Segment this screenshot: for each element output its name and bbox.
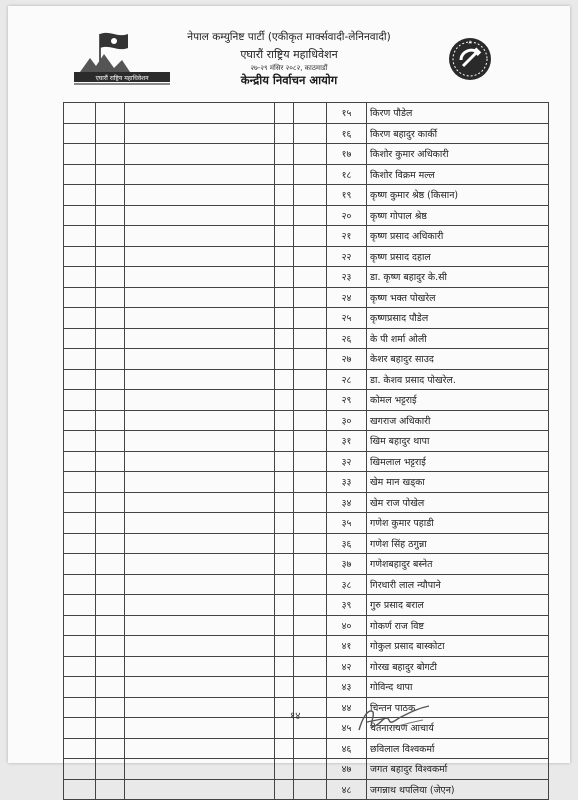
empty-cell xyxy=(275,554,294,575)
serial-number: २४ xyxy=(327,287,367,308)
empty-cell xyxy=(125,615,275,636)
empty-cell xyxy=(96,164,125,185)
serial-number: १९ xyxy=(327,185,367,206)
empty-cell xyxy=(294,513,327,534)
candidate-name: डा. कृष्ण बहादुर के.सी xyxy=(367,267,549,288)
empty-cell xyxy=(64,574,96,595)
empty-cell xyxy=(64,718,96,739)
empty-cell xyxy=(96,287,125,308)
empty-cell xyxy=(96,246,125,267)
empty-cell xyxy=(96,308,125,329)
empty-cell xyxy=(125,533,275,554)
empty-cell xyxy=(275,472,294,493)
empty-cell xyxy=(294,615,327,636)
empty-cell xyxy=(64,185,96,206)
empty-cell xyxy=(294,185,327,206)
serial-number: ४७ xyxy=(327,759,367,780)
empty-cell xyxy=(64,656,96,677)
empty-cell xyxy=(64,554,96,575)
empty-cell xyxy=(294,410,327,431)
empty-cell xyxy=(64,513,96,534)
empty-cell xyxy=(125,185,275,206)
empty-cell xyxy=(96,513,125,534)
empty-cell xyxy=(275,246,294,267)
empty-cell xyxy=(64,697,96,718)
candidate-name: चिन्तन पाठक xyxy=(367,697,549,718)
serial-number: २५ xyxy=(327,308,367,329)
empty-cell xyxy=(64,451,96,472)
empty-cell xyxy=(96,328,125,349)
table-row xyxy=(64,779,549,800)
empty-cell xyxy=(125,697,275,718)
empty-cell xyxy=(64,349,96,370)
empty-cell xyxy=(275,738,294,759)
empty-cell xyxy=(96,718,125,739)
table-row xyxy=(64,513,549,534)
empty-cell xyxy=(275,533,294,554)
empty-cell xyxy=(275,595,294,616)
empty-cell xyxy=(294,636,327,657)
candidate-name: खेम मान खड्का xyxy=(367,472,549,493)
empty-cell xyxy=(96,431,125,452)
empty-cell xyxy=(96,697,125,718)
empty-cell xyxy=(125,759,275,780)
serial-number: २७ xyxy=(327,349,367,370)
table-row xyxy=(64,205,549,226)
empty-cell xyxy=(275,410,294,431)
table-row xyxy=(64,267,549,288)
empty-cell xyxy=(275,513,294,534)
table-row xyxy=(64,410,549,431)
empty-cell xyxy=(96,369,125,390)
serial-number: ४३ xyxy=(327,677,367,698)
table-row xyxy=(64,328,549,349)
empty-cell xyxy=(96,205,125,226)
empty-cell xyxy=(125,410,275,431)
empty-cell xyxy=(125,513,275,534)
table-row xyxy=(64,164,549,185)
serial-number: २८ xyxy=(327,369,367,390)
table-row xyxy=(64,287,549,308)
empty-cell xyxy=(125,451,275,472)
candidate-name: के पी शर्मा ओली xyxy=(367,328,549,349)
empty-cell xyxy=(275,779,294,800)
empty-cell xyxy=(96,349,125,370)
table-row xyxy=(64,185,549,206)
candidate-name: किशोर कुमार अधिकारी xyxy=(367,144,549,165)
candidate-name: गोविन्द थापा xyxy=(367,677,549,698)
table-row xyxy=(64,246,549,267)
empty-cell xyxy=(294,390,327,411)
empty-cell xyxy=(294,144,327,165)
serial-number: ३५ xyxy=(327,513,367,534)
empty-cell xyxy=(275,103,294,124)
table-row xyxy=(64,759,549,780)
serial-number: ३३ xyxy=(327,472,367,493)
table-row xyxy=(64,554,549,575)
empty-cell xyxy=(294,656,327,677)
empty-cell xyxy=(125,349,275,370)
empty-cell xyxy=(125,574,275,595)
serial-number: ३० xyxy=(327,410,367,431)
empty-cell xyxy=(64,779,96,800)
empty-cell xyxy=(275,390,294,411)
party-emblem-icon xyxy=(447,36,493,82)
candidate-name: खगराज अधिकारी xyxy=(367,410,549,431)
empty-cell xyxy=(275,185,294,206)
empty-cell xyxy=(294,554,327,575)
table-row xyxy=(64,677,549,698)
serial-number: १८ xyxy=(327,164,367,185)
party-name: नेपाल कम्युनिष्ट पार्टी (एकीकृत मार्क्सवादी-लेनिनवादी) xyxy=(187,31,391,43)
empty-cell xyxy=(64,615,96,636)
empty-cell xyxy=(64,595,96,616)
empty-cell xyxy=(64,492,96,513)
table-row xyxy=(64,226,549,247)
candidate-name: डा. केशव प्रसाद पोखरेल. xyxy=(367,369,549,390)
empty-cell xyxy=(125,554,275,575)
empty-cell xyxy=(294,164,327,185)
logo-text: एघारौं राष्ट्रिय महाधिवेशन xyxy=(95,75,149,82)
empty-cell xyxy=(96,144,125,165)
date-place: २७-२९ मंसिर २०८२, काठमाडौं xyxy=(250,64,328,72)
table-row xyxy=(64,369,549,390)
empty-cell xyxy=(64,759,96,780)
serial-number: ३९ xyxy=(327,595,367,616)
candidate-name: किशोर विक्रम मल्ल xyxy=(367,164,549,185)
serial-number: ४० xyxy=(327,615,367,636)
empty-cell xyxy=(275,492,294,513)
candidate-name: गोरख बहादुर बोगटी xyxy=(367,656,549,677)
empty-cell xyxy=(96,636,125,657)
empty-cell xyxy=(96,738,125,759)
serial-number: २० xyxy=(327,205,367,226)
empty-cell xyxy=(125,677,275,698)
empty-cell xyxy=(96,226,125,247)
empty-cell xyxy=(275,369,294,390)
candidate-name: खेम राज पोखेल xyxy=(367,492,549,513)
empty-cell xyxy=(294,738,327,759)
empty-cell xyxy=(64,636,96,657)
empty-cell xyxy=(275,574,294,595)
empty-cell xyxy=(294,123,327,144)
empty-cell xyxy=(96,390,125,411)
serial-number: ३७ xyxy=(327,554,367,575)
empty-cell xyxy=(64,369,96,390)
candidate-table xyxy=(63,102,549,800)
empty-cell xyxy=(96,410,125,431)
serial-number: ४२ xyxy=(327,656,367,677)
serial-number: ३४ xyxy=(327,492,367,513)
empty-cell xyxy=(294,349,327,370)
empty-cell xyxy=(125,246,275,267)
candidate-name: कृष्ण प्रसाद अधिकारी xyxy=(367,226,549,247)
table-row xyxy=(64,472,549,493)
empty-cell xyxy=(125,718,275,739)
empty-cell xyxy=(275,328,294,349)
empty-cell xyxy=(294,287,327,308)
empty-cell xyxy=(275,451,294,472)
empty-cell xyxy=(125,472,275,493)
candidate-name: कृष्णप्रसाद पौडेल xyxy=(367,308,549,329)
serial-number: ३१ xyxy=(327,431,367,452)
candidate-name: छविलाल विश्वकर्मा xyxy=(367,738,549,759)
empty-cell xyxy=(275,267,294,288)
empty-cell xyxy=(64,677,96,698)
empty-cell xyxy=(96,451,125,472)
empty-cell xyxy=(96,554,125,575)
empty-cell xyxy=(64,472,96,493)
empty-cell xyxy=(275,677,294,698)
empty-cell xyxy=(64,226,96,247)
empty-cell xyxy=(96,656,125,677)
serial-number: ४४ xyxy=(327,697,367,718)
table-row xyxy=(64,103,549,124)
empty-cell xyxy=(125,738,275,759)
empty-cell xyxy=(275,123,294,144)
candidate-name: गिरधारी लाल न्यौपाने xyxy=(367,574,549,595)
empty-cell xyxy=(294,267,327,288)
empty-cell xyxy=(275,308,294,329)
serial-number: ४१ xyxy=(327,636,367,657)
empty-cell xyxy=(294,677,327,698)
candidate-name: कृष्ण भक्त पोखरेल xyxy=(367,287,549,308)
empty-cell xyxy=(125,636,275,657)
empty-cell xyxy=(64,205,96,226)
candidate-name: कृष्ण प्रसाद दहाल xyxy=(367,246,549,267)
empty-cell xyxy=(125,103,275,124)
candidate-name: गोकर्ण राज विष्ट xyxy=(367,615,549,636)
document-header xyxy=(8,6,570,101)
empty-cell xyxy=(125,779,275,800)
table-row xyxy=(64,697,549,718)
empty-cell xyxy=(275,226,294,247)
empty-cell xyxy=(125,328,275,349)
empty-cell xyxy=(64,103,96,124)
serial-number: १७ xyxy=(327,144,367,165)
empty-cell xyxy=(294,533,327,554)
serial-number: २२ xyxy=(327,246,367,267)
empty-cell xyxy=(275,656,294,677)
serial-number: २१ xyxy=(327,226,367,247)
commission-title: केन्द्रीय निर्वाचन आयोग xyxy=(240,73,338,87)
table-row xyxy=(64,492,549,513)
empty-cell xyxy=(96,615,125,636)
empty-cell xyxy=(294,431,327,452)
empty-cell xyxy=(96,492,125,513)
empty-cell xyxy=(294,492,327,513)
candidate-name: जगत बहादुर विश्वकर्मा xyxy=(367,759,549,780)
serial-number: ४८ xyxy=(327,779,367,800)
serial-number: २६ xyxy=(327,328,367,349)
convention-title: एघारौं राष्ट्रिय महाधिवेशन xyxy=(240,48,338,61)
candidate-name: गणेशबहादुर बस्नेत xyxy=(367,554,549,575)
table-row xyxy=(64,574,549,595)
candidate-name: गणेश कुमार पहाडी xyxy=(367,513,549,534)
empty-cell xyxy=(64,287,96,308)
empty-cell xyxy=(275,144,294,165)
empty-cell xyxy=(96,759,125,780)
serial-number: ४५ xyxy=(327,718,367,739)
empty-cell xyxy=(96,472,125,493)
table-row xyxy=(64,636,549,657)
serial-number: २९ xyxy=(327,390,367,411)
empty-cell xyxy=(294,451,327,472)
empty-cell xyxy=(96,185,125,206)
serial-number: २३ xyxy=(327,267,367,288)
candidate-name: जगन्नाथ थपलिया (जेएन) xyxy=(367,779,549,800)
empty-cell xyxy=(125,595,275,616)
empty-cell xyxy=(294,779,327,800)
empty-cell xyxy=(96,574,125,595)
document-page xyxy=(8,6,570,796)
empty-cell xyxy=(294,328,327,349)
table-row xyxy=(64,615,549,636)
empty-cell xyxy=(275,759,294,780)
empty-cell xyxy=(275,164,294,185)
empty-cell xyxy=(64,123,96,144)
empty-cell xyxy=(294,574,327,595)
empty-cell xyxy=(275,431,294,452)
empty-cell xyxy=(294,308,327,329)
table-row xyxy=(64,656,549,677)
empty-cell xyxy=(125,164,275,185)
empty-cell xyxy=(64,308,96,329)
empty-cell xyxy=(125,123,275,144)
empty-cell xyxy=(64,246,96,267)
empty-cell xyxy=(125,369,275,390)
page-number: १४ xyxy=(290,711,301,722)
empty-cell xyxy=(96,267,125,288)
empty-cell xyxy=(64,431,96,452)
empty-cell xyxy=(275,636,294,657)
empty-cell xyxy=(96,677,125,698)
empty-cell xyxy=(64,164,96,185)
empty-cell xyxy=(125,431,275,452)
empty-cell xyxy=(294,369,327,390)
table-row xyxy=(64,718,549,739)
empty-cell xyxy=(294,103,327,124)
table-row xyxy=(64,595,549,616)
candidate-name: चेतनारायण आचार्य xyxy=(367,718,549,739)
serial-number: ४६ xyxy=(327,738,367,759)
empty-cell xyxy=(275,287,294,308)
table-row xyxy=(64,533,549,554)
empty-cell xyxy=(64,390,96,411)
empty-cell xyxy=(64,738,96,759)
table-row xyxy=(64,451,549,472)
candidate-name: किरण बहादुर कार्की xyxy=(367,123,549,144)
empty-cell xyxy=(64,533,96,554)
candidate-name: गणेश सिंह ठगुन्ना xyxy=(367,533,549,554)
table-row xyxy=(64,738,549,759)
empty-cell xyxy=(294,472,327,493)
empty-cell xyxy=(125,287,275,308)
candidate-name: कोमल भट्टराई xyxy=(367,390,549,411)
table-row xyxy=(64,123,549,144)
empty-cell xyxy=(125,267,275,288)
empty-cell xyxy=(294,205,327,226)
empty-cell xyxy=(125,144,275,165)
empty-cell xyxy=(125,492,275,513)
table-row xyxy=(64,308,549,329)
candidate-name: कृष्ण गोपाल श्रेष्ठ xyxy=(367,205,549,226)
serial-number: ३८ xyxy=(327,574,367,595)
table-row xyxy=(64,144,549,165)
empty-cell xyxy=(294,759,327,780)
serial-number: ३६ xyxy=(327,533,367,554)
table-row xyxy=(64,431,549,452)
empty-cell xyxy=(96,533,125,554)
candidate-name: खिम बहादुर थापा xyxy=(367,431,549,452)
serial-number: ३२ xyxy=(327,451,367,472)
candidate-name: केशर बहादुर साउद xyxy=(367,349,549,370)
empty-cell xyxy=(64,144,96,165)
empty-cell xyxy=(96,779,125,800)
empty-cell xyxy=(125,205,275,226)
empty-cell xyxy=(96,103,125,124)
table-row xyxy=(64,349,549,370)
candidate-name: खिमलाल भट्टराई xyxy=(367,451,549,472)
candidate-name: किरण पौडेल xyxy=(367,103,549,124)
empty-cell xyxy=(96,595,125,616)
empty-cell xyxy=(96,123,125,144)
empty-cell xyxy=(125,390,275,411)
empty-cell xyxy=(275,349,294,370)
empty-cell xyxy=(125,308,275,329)
table-row xyxy=(64,390,549,411)
empty-cell xyxy=(275,615,294,636)
candidate-name: कृष्ण कुमार श्रेष्ठ (किसान) xyxy=(367,185,549,206)
empty-cell xyxy=(125,226,275,247)
empty-cell xyxy=(64,267,96,288)
serial-number: १५ xyxy=(327,103,367,124)
candidate-name: गोकुल प्रसाद बास्कोटा xyxy=(367,636,549,657)
serial-number: १६ xyxy=(327,123,367,144)
candidate-name: गुरु प्रसाद बराल xyxy=(367,595,549,616)
signature-icon xyxy=(353,698,433,738)
empty-cell xyxy=(294,246,327,267)
empty-cell xyxy=(125,656,275,677)
empty-cell xyxy=(64,410,96,431)
empty-cell xyxy=(275,205,294,226)
empty-cell xyxy=(294,595,327,616)
empty-cell xyxy=(294,226,327,247)
empty-cell xyxy=(64,328,96,349)
